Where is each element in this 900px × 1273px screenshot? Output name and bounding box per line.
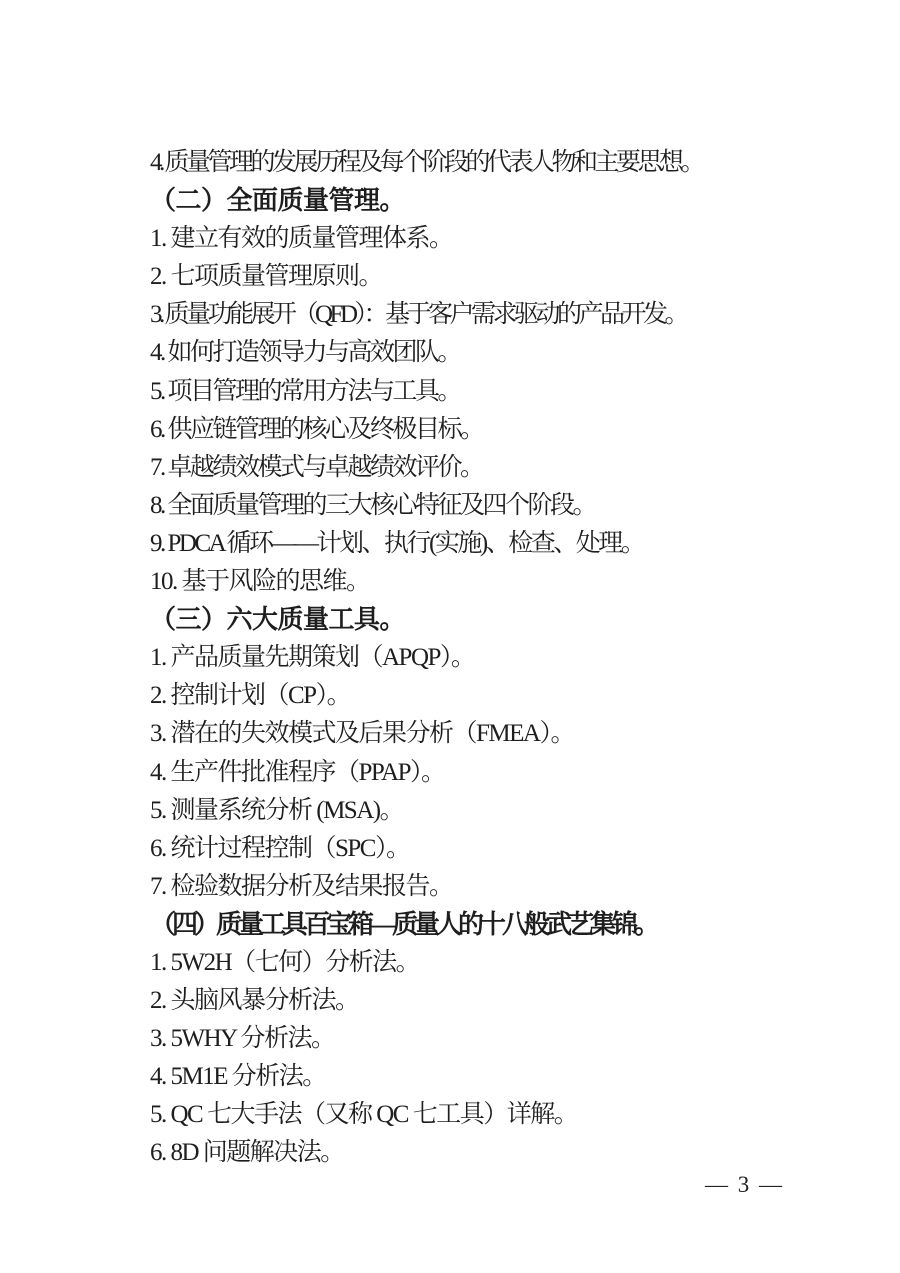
page-number: — 3 — — [705, 1172, 784, 1197]
document-line: 8. 全面质量管理的三大核心特征及四个阶段。 — [150, 491, 596, 519]
document-body — [150, 144, 770, 1173]
document-line: 10. 基于风险的思维。 — [150, 568, 370, 596]
document-line: 3. 质量功能展开（QFD）：基于客户需求驱动的产品开发。 — [150, 301, 687, 329]
document-line: 6. 8D 问题解决法。 — [150, 1139, 344, 1167]
document-line: 4. 质量管理的发展历程及每个阶段的代表人物和主要思想。 — [150, 149, 703, 176]
section-heading: （三）六大质量工具。 — [150, 605, 406, 635]
document-line: 4. 如何打造领导力与高效团队。 — [150, 339, 461, 367]
document-line: 1. 5W2H（七何）分析法。 — [150, 948, 420, 976]
document-line: 3. 5WHY 分析法。 — [150, 1025, 335, 1053]
document-line: 5. 项目管理的常用方法与工具。 — [150, 377, 461, 405]
document-line: 3. 潜在的失效模式及后果分析（FMEA）。 — [150, 720, 574, 748]
document-line: 2. 控制计划（CP）。 — [150, 682, 351, 710]
document-line: 1. 建立有效的质量管理体系。 — [150, 225, 453, 253]
document-line: 1. 产品质量先期策划（APQP）。 — [150, 644, 475, 672]
section-heading: （四）质量工具百宝箱—质量人的十八般武艺集锦。 — [150, 909, 657, 939]
document-line: 9. PDCA 循环——计划、执行(实施)、检查、处理。 — [150, 529, 644, 557]
document-line: 5. QC 七大手法（又称 QC 七工具）详解。 — [150, 1101, 578, 1129]
document-line: 5. 测量系统分析 (MSA)。 — [150, 796, 404, 824]
document-line: 4. 5M1E 分析法。 — [150, 1063, 326, 1091]
section-heading: （二）全面质量管理。 — [150, 186, 406, 216]
document-line: 2. 七项质量管理原则。 — [150, 263, 383, 291]
document-line: 2. 头脑风暴分析法。 — [150, 987, 359, 1015]
document-line: 4. 生产件批准程序（PPAP）。 — [150, 758, 445, 786]
document-line: 6. 供应链管理的核心及终极目标。 — [150, 415, 483, 443]
document-line: 7. 卓越绩效模式与卓越绩效评价。 — [150, 453, 483, 481]
document-line: 6. 统计过程控制（SPC）。 — [150, 834, 410, 862]
document-line: 7. 检验数据分析及结果报告。 — [150, 872, 453, 900]
